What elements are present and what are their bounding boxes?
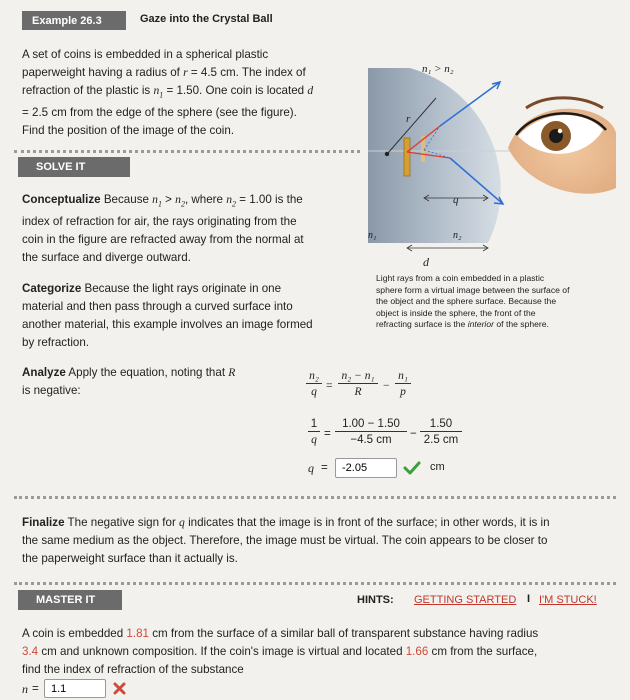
finalize-text [22, 514, 622, 568]
sphere-center-dot [385, 152, 389, 156]
hint-im-stuck-link[interactable]: I'M STUCK! [539, 594, 597, 606]
eq2-term-mid: $\frac{1.00 - 1.50}{-4.5 cm}$ [335, 418, 407, 446]
eq2-equals: = [324, 427, 331, 440]
fig-n2-label: n₂ [453, 230, 462, 241]
fig-r-label: r [406, 113, 411, 125]
categorize-line-3: another material, this example involves an image formed [22, 318, 313, 331]
solve-it-bar: SOLVE IT [18, 157, 130, 177]
master-line-1: A coin is embedded 1.81 cm from the surface of a similar ball of transparent substance having radius [22, 627, 539, 640]
caption-line-1: Light rays from a coin embedded in a plastic [376, 273, 545, 283]
caption-line-5: refracting surface is the interior of the sphere. [376, 319, 549, 329]
conceptualize-text [22, 191, 352, 267]
conceptualize-line-2: index of refraction for air, the rays originating from the [22, 215, 297, 229]
answer1-equals: = [321, 461, 328, 474]
eq2-minus: − [410, 427, 417, 440]
example-title: Gaze into the Crystal Ball [140, 13, 273, 25]
answer1-unit: cm [430, 461, 445, 473]
separator-master [14, 582, 616, 585]
caption-line-4: object is inside the sphere, the front of the [376, 307, 536, 318]
problem-text [22, 46, 352, 140]
caption-line-3: the object and the sphere surface. Because the [376, 296, 557, 306]
categorize-line-4: by refraction. [22, 336, 90, 349]
problem-line-5: Find the position of the image of the coin. [22, 124, 235, 138]
answer2-var: n [22, 682, 28, 696]
answer1-var: q [308, 461, 314, 475]
equation-symbolic [306, 370, 426, 408]
analyze-line-1: Analyze Apply the equation, noting that R [22, 366, 236, 379]
answer2-equals: = [32, 682, 39, 695]
finalize-line-1: Finalize The negative sign for q indicates that the image is in front of the surface; in other words, it is in [22, 516, 550, 529]
eq1-term-right: $\frac{\text{n₁}}{p}$ [395, 370, 411, 398]
example-label: Example 26.3 [22, 11, 126, 30]
categorize-line-1: Categorize Because the light rays originate in one [22, 282, 282, 295]
separator-finalize [14, 496, 616, 499]
finalize-line-2: the same medium as the object. Therefore, the image must be virtual. The coin appears to be closer to [22, 534, 548, 547]
master-it-bar: MASTER IT [18, 590, 122, 610]
fig-n1-label: n₁ [368, 230, 377, 241]
analyze-line-2: is negative: [22, 384, 81, 397]
eq2-term-lhs: $\frac{1}{q}$ [308, 418, 320, 446]
problem-line-4: = 2.5 cm from the edge of the sphere (see the figure). [22, 106, 297, 120]
master-line-3: find the index of refraction of the substance [22, 663, 244, 676]
problem-line-1: A set of coins is embedded in a spherical plastic [22, 48, 269, 61]
refraction-figure [358, 38, 618, 270]
categorize-text [22, 280, 352, 352]
check-icon [403, 461, 421, 475]
fig-d-label: d [423, 255, 429, 269]
eq2-term-right: $\frac{1.50}{2.5 cm}$ [420, 418, 462, 446]
fig-q-label: q [453, 194, 459, 206]
master-line-2: 3.4 cm and unknown composition. If the coin's image is virtual and located 1.66 cm from the surface, [22, 645, 538, 658]
separator-top [14, 150, 360, 153]
eq1-term-lhs: $\frac{\text{n₂}}{q}$ [306, 370, 322, 398]
fig-top-label: n₁ > n₂ [422, 63, 454, 75]
coin [404, 138, 410, 176]
conceptualize-line-4: the surface and diverge outward. [22, 251, 191, 265]
problem-line-2: paperweight having a radius of r = 4.5 cm. The index of [22, 66, 306, 79]
categorize-line-2: material and then pass through a curved surface into [22, 300, 293, 313]
answer2-input[interactable] [44, 679, 106, 698]
cross-icon [113, 682, 126, 695]
conceptualize-line-1: Conceptualize Because $n_1 > n_2$, where $n_2 = 1.00$ is the [22, 193, 303, 209]
master-problem-text [22, 625, 622, 679]
problem-line-3: refraction of the plastic is $n_1 = 1.50$. One coin is located d [22, 84, 314, 100]
figure-caption [376, 273, 616, 331]
equation-numeric [308, 418, 478, 456]
hint-getting-started-link[interactable]: GETTING STARTED [414, 594, 517, 606]
caption-line-2: sphere form a virtual image between the surface of [376, 284, 570, 295]
conceptualize-line-3: coin in the figure are refracted away from the normal at [22, 233, 304, 247]
hints-separator: I [527, 593, 531, 605]
eq1-equals: = [326, 379, 333, 392]
finalize-line-3: the paperweight surface than it actually is. [22, 552, 238, 565]
eq1-minus: − [383, 379, 390, 392]
answer1-input[interactable] [335, 458, 397, 478]
eq1-term-mid: $\frac{\text{n₂ − n₁}}{R}$ [338, 370, 378, 398]
eye-drawing [508, 98, 616, 194]
hints-label: HINTS: [357, 594, 394, 606]
analyze-text [22, 364, 282, 400]
